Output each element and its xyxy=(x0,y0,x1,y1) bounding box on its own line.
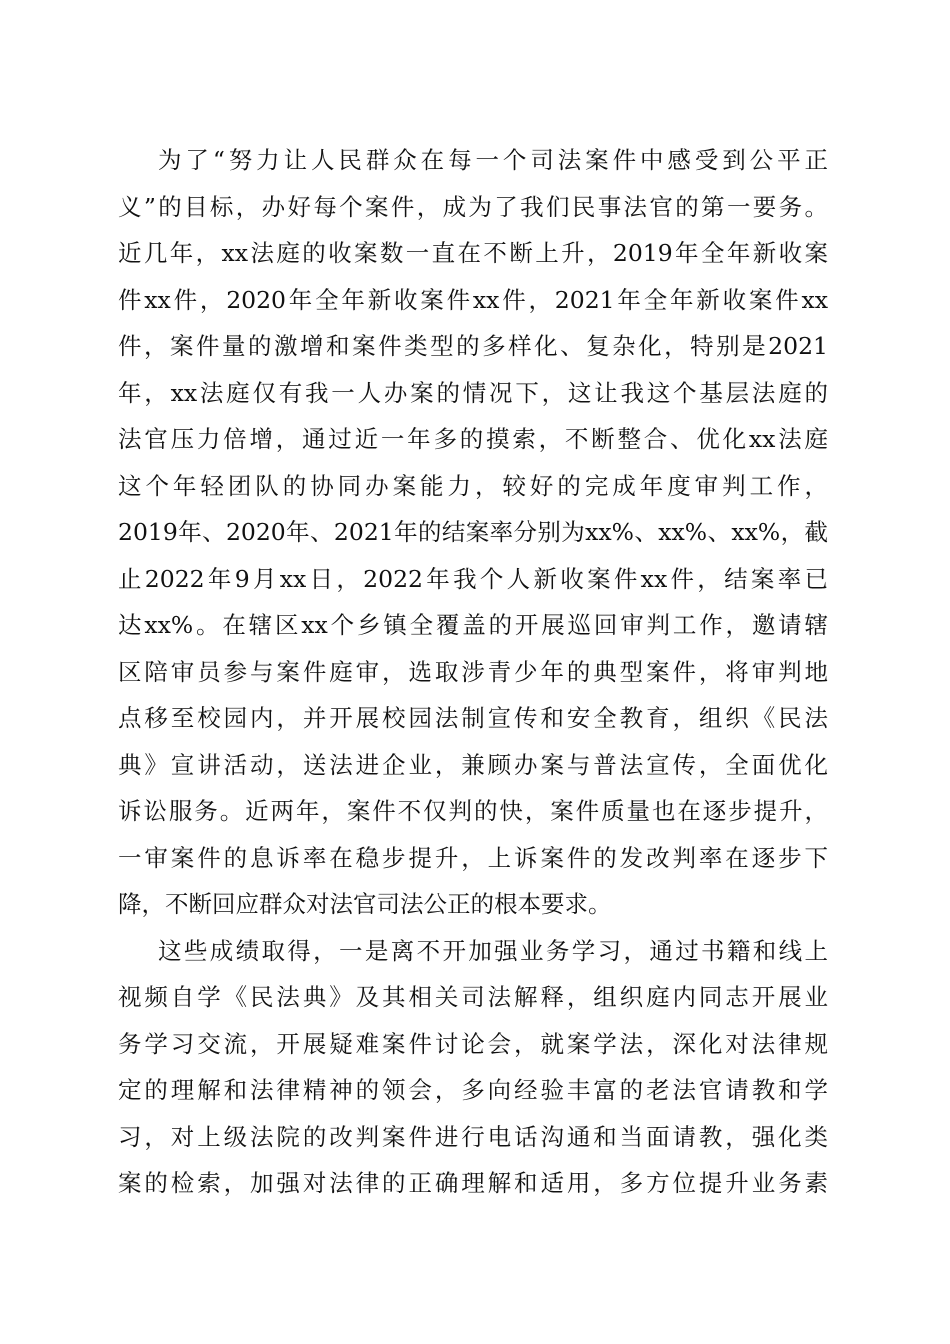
text-line: 年，xx法庭仅有我一人办案的情况下，这让我这个基层法庭的 xyxy=(118,379,828,407)
text-line: 视频自学《民法典》及其相关司法解释，组织庭内同志开展业 xyxy=(118,983,828,1011)
text-line: 降，不断回应群众对法官司法公正的根本要求。 xyxy=(118,890,612,918)
text-line: 定的理解和法律精神的领会，多向经验丰富的老法官请教和学 xyxy=(118,1076,828,1104)
text-line: 务学习交流，开展疑难案件讨论会，就案学法，深化对法律规 xyxy=(118,1030,828,1058)
text-line: 点移至校园内，并开展校园法制宣传和安全教育，组织《民法 xyxy=(118,704,828,732)
text-line: 典》宣讲活动，送法进企业，兼顾办案与普法宣传，全面优化 xyxy=(118,751,828,779)
text-line: 件xx件，2020年全年新收案件xx件，2021年全年新收案件xx xyxy=(118,286,828,314)
text-line: 近几年，xx法庭的收案数一直在不断上升，2019年全年新收案 xyxy=(118,239,828,267)
text-line: 法官压力倍增，通过近一年多的摸索，不断整合、优化xx法庭 xyxy=(118,425,828,453)
text-line: 一审案件的息诉率在稳步提升，上诉案件的发改判率在逐步下 xyxy=(118,844,828,872)
text-line: 2019年、2020年、2021年的结案率分别为xx%、xx%、xx%，截 xyxy=(118,518,828,546)
text-line: 诉讼服务。近两年，案件不仅判的快，案件质量也在逐步提升， xyxy=(118,797,828,825)
text-line: 案的检索，加强对法律的正确理解和适用，多方位提升业务素 xyxy=(118,1169,828,1197)
text-line: 止2022年9月xx日，2022年我个人新收案件xx件，结案率已 xyxy=(118,565,828,593)
text-line: 为了“努力让人民群众在每一个司法案件中感受到公平正 xyxy=(158,146,828,174)
text-line: 区陪审员参与案件庭审，选取涉青少年的典型案件，将审判地 xyxy=(118,658,828,686)
text-line: 义”的目标，办好每个案件，成为了我们民事法官的第一要务。 xyxy=(118,193,828,221)
text-line: 这些成绩取得，一是离不开加强业务学习，通过书籍和线上 xyxy=(158,937,828,965)
text-line: 件，案件量的激增和案件类型的多样化、复杂化，特别是2021 xyxy=(118,332,828,360)
text-line: 这个年轻团队的协同办案能力，较好的完成年度审判工作， xyxy=(118,472,828,500)
text-line: 习，对上级法院的改判案件进行电话沟通和当面请教，强化类 xyxy=(118,1123,828,1151)
text-line: 达xx%。在辖区xx个乡镇全覆盖的开展巡回审判工作，邀请辖 xyxy=(118,611,828,639)
